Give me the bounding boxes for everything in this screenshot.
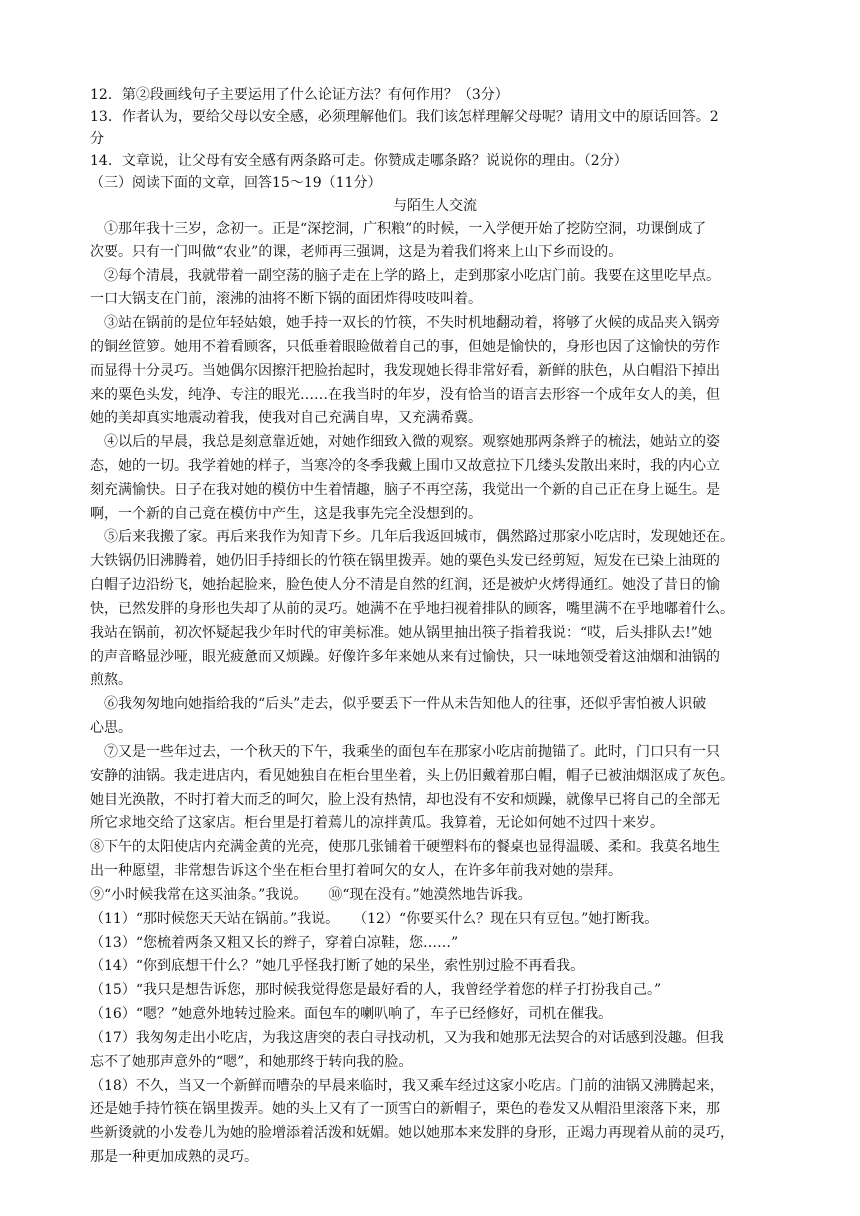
article-line: 那是一种更加成熟的灵巧。 <box>90 1149 258 1165</box>
section-heading: （三）阅读下面的文章，回答15～19（11分） <box>90 175 382 191</box>
article-line: 忘不了她那声意外的“嗯”，和她那终于转向我的脸。 <box>90 1054 413 1070</box>
article-line: （18）不久，当又一个新鲜而嘈杂的早晨来临时，我又乘车经过这家小吃店。门前的油锅又沸腾起来， <box>90 1078 724 1094</box>
article-line: 出一种愿望，非常想告诉这个坐在柜台里打着呵欠的女人，在许多年前我对她的崇拜。 <box>90 863 622 879</box>
article-line: 快，已然发胖的身形也失却了从前的灵巧。她满不在乎地扫视着排队的顾客，嘴里满不在乎地嘟着什么。 <box>90 601 734 617</box>
article-line: （14）“你到底想干什么？”她几乎怪我打断了她的呆坐，索性别过脸不再看我。 <box>90 958 585 974</box>
question-13-continued: 分 <box>90 131 104 147</box>
article-line: 还是她手持竹筷在锅里拨弄。她的头上又有了一顶雪白的新帽子，栗色的卷发又从帽沿里滚落下来，那 <box>90 1101 720 1117</box>
article-line: 煎熬。 <box>90 672 132 688</box>
article-line: 而显得十分灵巧。当她偶尔因擦汗把脸抬起时，我发现她长得非常好看，新鲜的肤色，从白帽沿下掉出 <box>90 363 720 379</box>
question-14: 14．文章说，让父母有安全感有两条路可走。你赞成走哪条路？说说你的理由。（2分） <box>90 153 628 169</box>
article-line: （17）我匆匆走出小吃店，为我这唐突的表白寻找动机，又为我和她那无法契合的对话感到没趣。但我 <box>90 1030 724 1046</box>
article-line: 她的美却真实地震动着我，使我对自己充满自卑，又充满希冀。 <box>90 410 482 426</box>
article-line: 的声音略显沙哑，眼光疲惫而又烦躁。好像许多年来她从来有过愉快，只一味地领受着这油烟和油锅的 <box>90 649 720 665</box>
article-line: ②每个清晨，我就带着一副空荡的脑子走在上学的路上，走到那家小吃店门前。我要在这里吃早点。 <box>90 268 720 284</box>
article-line: 啊，一个新的自己竟在模仿中产生，这是我事先完全没想到的。 <box>90 506 482 522</box>
article-line: 刻充满愉快。日子在我对她的模仿中生着情趣，脑子不再空荡，我觉出一个新的自己正在身上诞生。是 <box>90 482 720 498</box>
article-line: 次要。只有一门叫做“农业”的课，老师再三强调，这是为着我们将来上山下乡而设的。 <box>90 244 623 260</box>
article-line: 大铁锅仍旧沸腾着，她仍旧手持细长的竹筷在锅里拨弄。她的粟色头发已经剪短，短发在已染上油斑的 <box>90 553 720 569</box>
article-line: 所它求地交给了这家店。柜台里是打着蔫儿的凉拌黄瓜。我算着，无论如何她不过四十来岁。 <box>90 815 664 831</box>
article-line: ④以后的早晨，我总是刻意靠近她，对她作细致入微的观察。观察她那两条辫子的梳法，她站立的姿 <box>90 434 720 450</box>
article-line: ⑨“小时候我常在这买油条。”我说。 ⑩“现在没有。”她漠然地告诉我。 <box>90 887 532 903</box>
article-line: 白帽子边沿纷飞，她抬起脸来，脸色使人分不清是自然的红润，还是被炉火烤得通红。她没了昔日的愉 <box>90 577 720 593</box>
article-line: （13）“您梳着两条又粗又长的辫子，穿着白凉鞋，您……” <box>90 935 459 951</box>
article-line: 心思。 <box>90 720 132 736</box>
article-line: （16）“嗯？”她意外地转过脸来。面包车的喇叭响了，车子已经修好，司机在催我。 <box>90 1006 613 1022</box>
article-line: ⑦又是一些年过去，一个秋天的下午，我乘坐的面包车在那家小吃店前抛锚了。此时，门口只有一只 <box>90 744 720 760</box>
article-line: 安静的油锅。我走进店内，看见她独自在柜台里坐着，头上仍旧戴着那白帽，帽子已被油烟沤成了灰色。 <box>90 768 734 784</box>
article-line: ③站在锅前的是位年轻姑娘，她手持一双长的竹筷，不失时机地翻动着，将够了火候的成品夹入锅旁 <box>90 315 720 331</box>
article-line: 些新烫就的小发卷儿为她的脸增添着活泼和妩媚。她以她那本来发胖的身形，正竭力再现着从前的灵巧， <box>90 1125 734 1141</box>
question-12: 12．第②段画线句子主要运用了什么论证方法？有何作用？（3分） <box>90 87 509 103</box>
article-line: ⑥我匆匆地向她指给我的“后头”走去，似乎要丢下一件从未告知他人的往事，还似乎害怕被人识破 <box>90 696 707 712</box>
article-line: ①那年我十三岁，念初一。正是“深挖洞，广积粮”的时候，一入学便开始了挖防空洞，功课倒成了 <box>90 221 707 237</box>
question-13: 13．作者认为，要给父母以安全感，必须理解他们。我们该怎样理解父母呢？请用文中的原话回答。2 <box>90 109 719 125</box>
article-line: （11）“那时候您天天站在锅前。”我说。 （12）“你要买什么？现在只有豆包。”她打断我。 <box>90 911 659 927</box>
article-line: 的铜丝笸箩。她用不着看顾客，只低垂着眼睑做着自己的事，但她是愉快的，身形也因了这愉快的劳作 <box>90 339 720 355</box>
article-line: 态，她的一切。我学着她的样子，当寒冷的冬季我戴上围巾又故意拉下几缕头发散出来时，我的内心立 <box>90 458 720 474</box>
article-line: 一口大锅支在门前，滚沸的油将不断下锅的面团炸得吱吱叫着。 <box>90 291 482 307</box>
article-line: ⑧下午的太阳使店内充满金黄的光亮，使那几张铺着干硬塑料布的餐桌也显得温暖、柔和。我莫名地生 <box>90 839 720 855</box>
article-title: 与陌生人交流 <box>393 198 477 214</box>
article-line: 来的粟色头发，纯净、专注的眼光……在我当时的年岁，没有恰当的语言去形容一个成年女人的美，但 <box>90 387 720 403</box>
article-line: ⑤后来我搬了家。再后来我作为知青下乡。几年后我返回城市，偶然路过那家小吃店时，发现她还在。 <box>90 529 734 545</box>
article-line: （15）“我只是想告诉您，那时候我觉得您是最好看的人，我曾经学着您的样子打扮我自己。” <box>90 982 662 998</box>
article-line: 她目光涣散，不时打着大而乏的呵欠，脸上没有热情，却也没有不安和烦躁，就像早已将自己的全部无 <box>90 792 720 808</box>
article-line: 我站在锅前，初次怀疑起我少年时代的审美标准。她从锅里抽出筷子指着我说：“哎，后头排队去!”她 <box>90 625 712 641</box>
